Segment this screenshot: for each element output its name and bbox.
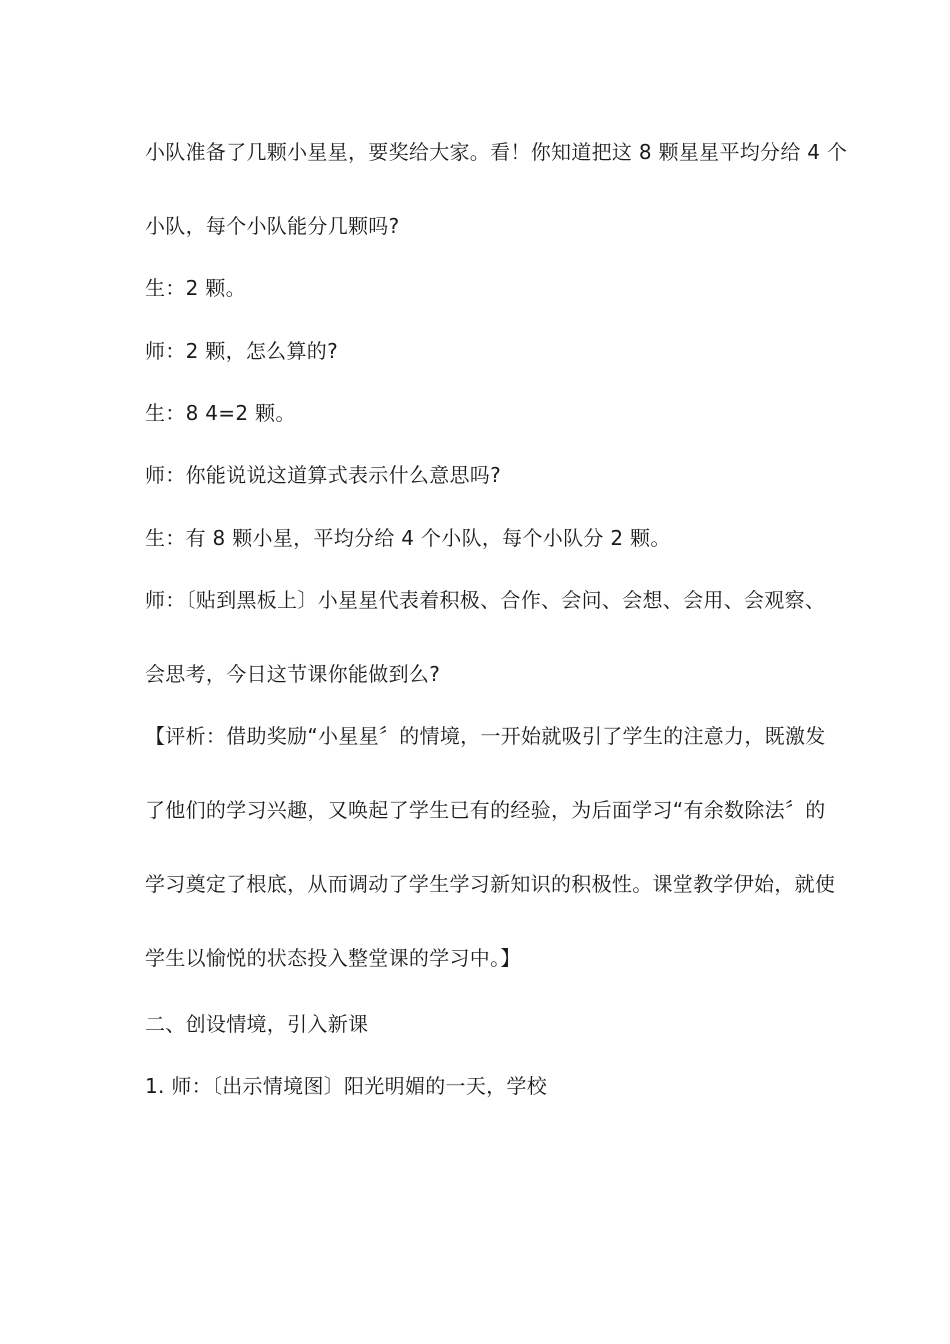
section-heading: 二、创设情境，引入新课 bbox=[145, 1012, 369, 1036]
text-line: 学习奠定了根底，从而调动了学生学习新知识的积极性。课堂教学伊始，就使 bbox=[145, 872, 836, 896]
text-line: 生：有 8 颗小星，平均分给 4 个小队，每个小队分 2 颗。 bbox=[145, 526, 671, 550]
text-line: 学生以愉悦的状态投入整堂课的学习中。】 bbox=[145, 946, 521, 970]
text-line: 师：2 颗，怎么算的? bbox=[145, 339, 338, 363]
text-line: 小队，每个小队能分几颗吗? bbox=[145, 214, 400, 238]
text-line: 师：你能说说这道算式表示什么意思吗? bbox=[145, 463, 502, 487]
text-line: 了他们的学习兴趣，又唤起了学生已有的经验，为后面学习“有余数除法〞的 bbox=[145, 798, 826, 822]
text-line: 小队准备了几颗小星星，要奖给大家。看！你知道把这 8 颗星星平均分给 4 个 bbox=[145, 140, 848, 164]
text-line: 【评析：借助奖励“小星星〞的情境，一开始就吸引了学生的注意力，既激发 bbox=[145, 724, 826, 748]
text-line: 会思考，今日这节课你能做到么? bbox=[145, 662, 441, 686]
text-line: 1. 师：〔出示情境图〕阳光明媚的一天，学校 bbox=[145, 1074, 548, 1098]
text-line: 师：〔贴到黑板上〕小星星代表着积极、合作、会问、会想、会用、会观察、 bbox=[145, 588, 826, 612]
text-line: 生：8 4=2 颗。 bbox=[145, 401, 296, 425]
text-line: 生：2 颗。 bbox=[145, 276, 246, 300]
